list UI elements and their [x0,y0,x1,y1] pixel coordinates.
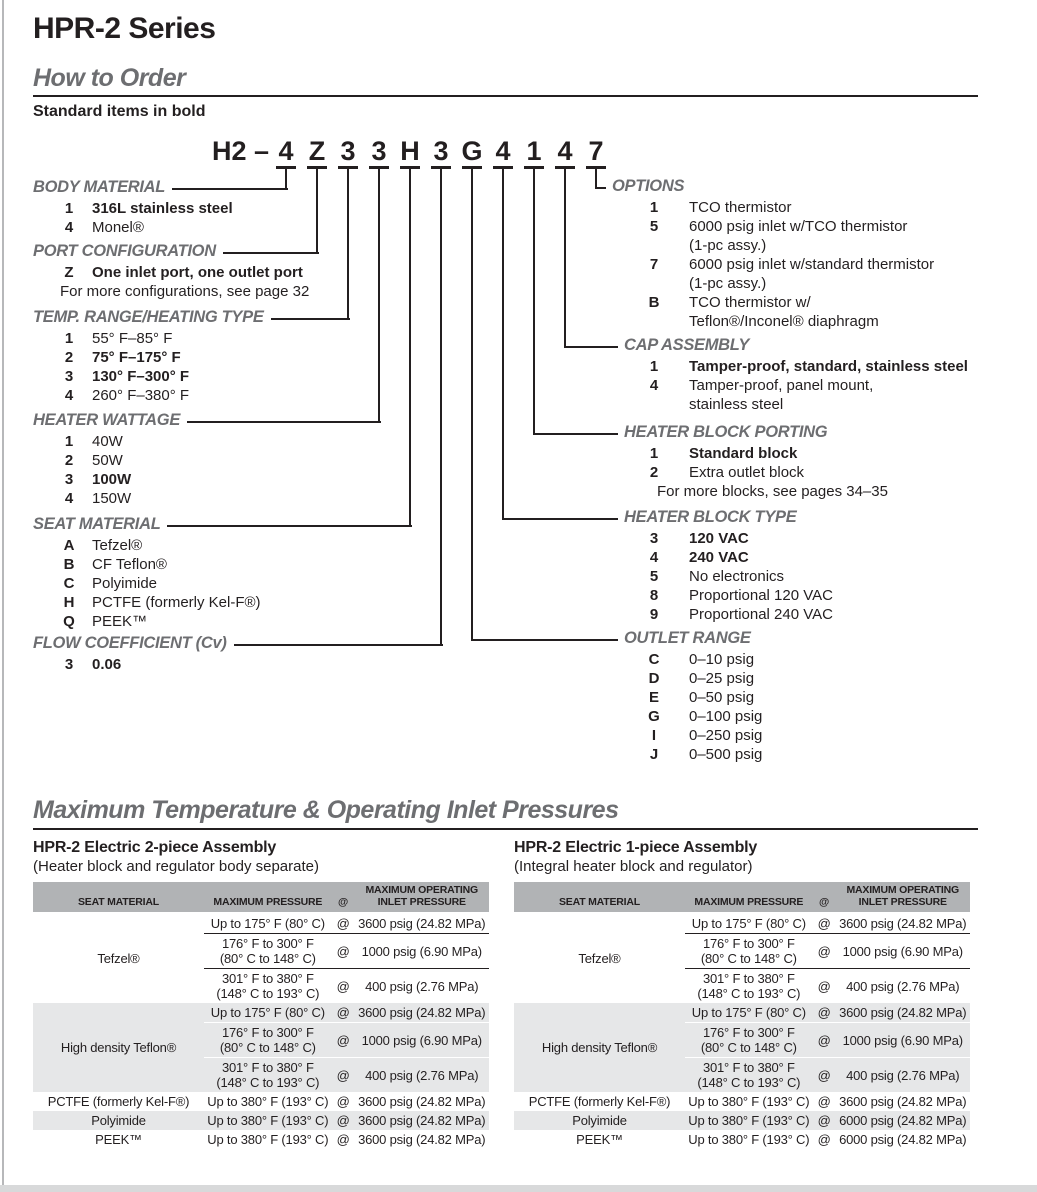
column-header: MAXIMUM PRESSURE [685,882,813,913]
pressure-table [514,882,970,1149]
table-row [514,1092,970,1111]
standard-items-note: Standard items in bold [33,103,206,120]
category-item-continued [645,236,934,255]
page-edge-left [2,0,4,1192]
item-code-spacer [645,312,663,331]
item-label: CF Teflon® [92,556,167,573]
item-code: H [63,594,75,611]
table-row [514,913,970,934]
category-title: OPTIONS [612,177,685,195]
connector-line [234,644,443,646]
item-code: Q [63,613,75,630]
category-item [645,376,968,395]
item-code-spacer [645,274,663,293]
item-code: 4 [649,549,659,566]
table-row [514,1003,970,1023]
category-item [645,669,762,688]
at-cell: @ [813,1023,836,1058]
table-row [33,1130,489,1149]
item-label: (1-pc assy.) [689,275,767,292]
connector-line [502,169,504,519]
temperature-cell: 176° F to 300° F (80° C to 148° C) [204,1023,332,1058]
item-code: 5 [649,568,659,585]
connector-line [533,169,535,434]
item-label: 0–10 psig [689,651,755,668]
category-items-flow-coefficient [60,655,121,674]
item-label: 55° F–85° F [92,330,173,347]
seat-material-cell: Tefzel® [97,951,140,966]
item-label: 100W [92,471,132,488]
item-code: 2 [64,349,74,366]
temperature-cell-line2: (148° C to 193° C) [216,986,320,1001]
column-header: MAXIMUM OPERATING INLET PRESSURE [835,882,970,913]
category-heading-temp-range [33,308,350,327]
item-code: J [649,746,659,763]
table-subtitle: (Integral heater block and regulator) [514,858,753,875]
connector-line [595,187,606,189]
category-item [60,263,309,282]
item-label: 40W [92,433,123,450]
at-cell: @ [332,913,355,934]
item-code: 7 [649,256,659,273]
category-item [60,470,131,489]
pressure-cell: 1000 psig (6.90 MPa) [835,1023,970,1058]
connector-line [409,169,411,526]
item-label: No electronics [689,568,785,585]
temperature-cell: Up to 175° F (80° C) [204,1003,332,1023]
item-code: 3 [649,530,659,547]
table-title: HPR-2 Electric 1-piece Assembly [514,839,758,856]
connector-line [172,188,288,190]
pressure-cell: 6000 psig (24.82 MPa) [835,1111,970,1130]
item-code: B [648,294,660,311]
connector-line [564,169,566,347]
item-label: PCTFE (formerly Kel-F®) [92,594,261,611]
pressure-cell: 400 psig (2.76 MPa) [354,1058,489,1093]
at-cell: @ [332,1003,355,1023]
connector-line [167,525,412,527]
item-label: 0–25 psig [689,670,755,687]
connector-line [533,433,618,435]
column-header: @ [813,882,836,913]
connector-line [502,518,618,520]
temperature-cell: Up to 175° F (80° C) [204,913,332,934]
pressure-cell: 400 psig (2.76 MPa) [846,978,960,994]
item-code: C [648,651,660,668]
connector-line [347,169,349,319]
category-title: PORT CONFIGURATION [33,242,216,260]
table-row [33,913,489,934]
pressure-cell: 1000 psig (6.90 MPa) [835,934,970,969]
item-label: Teflon®/Inconel® diaphragm [689,313,879,330]
item-label: 240 VAC [689,549,749,566]
item-code: 1 [64,433,74,450]
part-number-code: Z [308,136,326,166]
item-code: 2 [649,464,659,481]
temperature-cell: Up to 175° F (80° C) [685,913,813,934]
item-label: 260° F–380° F [92,387,190,404]
column-header: @ [332,882,355,913]
at-cell: @ [332,934,355,969]
item-code: 1 [649,358,659,375]
part-number-prefix: H2 – [212,136,270,166]
category-item [645,726,762,745]
item-label: Polyimide [92,575,158,592]
item-label: One inlet port, one outlet port [92,264,303,281]
part-number-code: G [461,136,483,166]
temperature-cell-line2: (148° C to 193° C) [697,1075,801,1090]
part-number-code: 4 [278,136,294,166]
column-header: SEAT MATERIAL [514,882,685,913]
temperature-cell: Up to 380° F (193° C) [207,1132,329,1147]
item-label: 0–100 psig [689,708,763,725]
item-code: 5 [649,218,659,235]
category-item [60,199,233,218]
category-item [60,574,261,593]
temperature-cell: 301° F to 380° F (148° C to 193° C) [204,969,332,1004]
table-subtitle: (Heater block and regulator body separate) [33,858,319,875]
part-number-code: 3 [340,136,356,166]
item-code: 1 [64,330,74,347]
part-number-code: 7 [588,136,604,166]
seat-material-cell: PCTFE (formerly Kel-F®) [528,1094,671,1109]
at-cell: @ [817,978,831,994]
category-item [645,548,833,567]
temperature-cell-line2: (148° C to 193° C) [216,1075,320,1090]
temperature-cell: Up to 380° F (193° C) [204,1111,332,1130]
temperature-cell: Up to 380° F (193° C) [688,1094,810,1109]
section-title-pressures: Maximum Temperature & Operating Inlet Pressures [33,796,619,824]
pressure-cell: 3600 psig (24.82 MPa) [835,1003,970,1023]
temperature-cell: Up to 380° F (193° C) [207,1094,329,1109]
item-label: 0–500 psig [689,746,763,763]
category-heading-heater-block-type [502,508,796,527]
category-items-cap-assembly [645,357,968,414]
category-item [60,612,261,631]
item-label: 0.06 [92,656,122,673]
item-code: I [651,727,657,744]
item-label: 6000 psig inlet w/TCO thermistor [689,218,908,235]
item-label: stainless steel [689,396,784,413]
item-code: 1 [649,445,659,462]
category-items-temp-range [60,329,189,405]
category-item [645,463,888,482]
connector-line [187,421,381,423]
temperature-cell-line2: (80° C to 148° C) [700,1040,797,1055]
table-row [514,1130,970,1149]
category-item [645,217,934,236]
section-title-how-to-order: How to Order [33,64,186,92]
connector-line [471,639,618,641]
at-cell: @ [813,1111,836,1130]
category-items-outlet-range [645,650,762,764]
item-code: D [648,670,660,687]
category-item [645,293,934,312]
at-cell: @ [813,1058,836,1093]
item-code: 1 [649,199,659,216]
pressure-cell: 6000 psig (24.82 MPa) [839,1132,967,1147]
category-items-body-material [60,199,233,237]
at-cell: @ [336,1132,350,1147]
item-label: TCO thermistor [689,199,792,216]
category-item [645,650,762,669]
item-label: 50W [92,452,123,469]
item-code: 3 [64,656,74,673]
item-code: 3 [64,471,74,488]
item-label: Standard block [689,445,798,462]
category-item [645,707,762,726]
temperature-cell: 176° F to 300° F (80° C to 148° C) [204,934,332,969]
temperature-cell: 176° F to 300° F (80° C to 148° C) [685,1023,813,1058]
column-header: MAXIMUM OPERATING INLET PRESSURE [354,882,489,913]
item-label: Proportional 120 VAC [689,587,833,604]
temperature-cell: Up to 380° F (193° C) [685,1111,813,1130]
connector-line [564,346,618,348]
seat-material-cell: PCTFE (formerly Kel-F®) [47,1094,190,1109]
part-number-code: 1 [526,136,542,166]
category-title: FLOW COEFFICIENT (Cv) [33,634,227,652]
temperature-cell: 301° F to 380° F (148° C to 193° C) [685,1058,813,1093]
item-label: (1-pc assy.) [689,237,767,254]
category-title: SEAT MATERIAL [33,515,161,533]
category-item [645,444,888,463]
at-cell: @ [332,1058,355,1093]
category-heading-outlet-range [471,629,751,648]
part-number-code: 3 [371,136,387,166]
item-code: 4 [649,377,659,394]
table-row [33,1092,489,1111]
connector-line [378,169,380,422]
at-cell: @ [332,1023,355,1058]
page-edge-bottom [0,1185,1037,1192]
connector-line [271,318,350,320]
seat-material-cell: High density Teflon® [514,1003,685,1092]
category-item [60,451,131,470]
category-item [60,218,233,237]
category-heading-cap-assembly [564,336,749,355]
at-cell: @ [332,1111,355,1130]
seat-material-cell: PEEK™ [576,1132,623,1147]
part-number-code: 4 [495,136,511,166]
pressure-cell: 3600 psig (24.82 MPa) [835,913,970,934]
item-label: 75° F–175° F [92,349,181,366]
category-heading-heater-wattage [33,411,381,430]
pressure-cell: 3600 psig (24.82 MPa) [358,1094,486,1109]
pressure-cell: 3600 psig (24.82 MPa) [354,913,489,934]
item-label: Tefzel® [92,537,143,554]
seat-material-cell: Tefzel® [578,951,621,966]
category-item [60,489,131,508]
category-item [60,329,189,348]
item-label: Tamper-proof, panel mount, [689,377,874,394]
item-label: 6000 psig inlet w/standard thermistor [689,256,935,273]
category-heading-options [595,177,684,196]
pressure-cell: 400 psig (2.76 MPa) [835,1058,970,1093]
category-item [645,745,762,764]
category-heading-flow-coefficient [33,634,443,653]
item-label: Monel® [92,219,144,236]
category-item [60,555,261,574]
temperature-cell: 301° F to 380° F (148° C to 193° C) [204,1058,332,1093]
pressure-table [33,882,489,1149]
item-code: Z [64,264,74,281]
at-cell: @ [817,1094,831,1109]
item-code: G [648,708,660,725]
category-item [645,529,833,548]
part-number-code: 4 [557,136,573,166]
item-label: 316L stainless steel [92,200,233,217]
temperature-cell-line2: (80° C to 148° C) [219,1040,316,1055]
table-row [33,1111,489,1130]
item-label: PEEK™ [92,613,148,630]
temperature-cell: 301° F to 380° F (148° C to 193° C) [685,969,813,1004]
at-cell: @ [336,1094,350,1109]
category-heading-seat-material [33,515,412,534]
category-title: TEMP. RANGE/HEATING TYPE [33,308,264,326]
category-item-continued [645,395,968,414]
item-code-spacer [645,395,663,414]
seat-material-cell: High density Teflon® [33,1003,204,1092]
item-code: 4 [64,219,74,236]
category-item [645,255,934,274]
category-footnote: For more blocks, see pages 34–35 [657,483,888,500]
seat-material-cell: PEEK™ [95,1132,142,1147]
category-item [645,586,833,605]
category-item-continued [645,274,934,293]
at-cell: @ [813,1003,836,1023]
category-item [60,386,189,405]
category-title: OUTLET RANGE [624,629,751,647]
item-code: 2 [64,452,74,469]
category-heading-port-configuration [33,242,319,261]
part-number-code: 3 [433,136,449,166]
temperature-cell-line2: (148° C to 193° C) [697,986,801,1001]
seat-material-cell: Polyimide [33,1111,204,1130]
pressure-cell: 3600 psig (24.82 MPa) [358,1132,486,1147]
item-code: E [648,689,659,706]
item-code: B [63,556,75,573]
pressure-table-1-piece [514,839,970,1149]
category-item [645,357,968,376]
category-item [645,688,762,707]
item-code: 9 [649,606,659,623]
column-header: SEAT MATERIAL [33,882,204,913]
item-label: 130° F–300° F [92,368,190,385]
item-label: 0–50 psig [689,689,755,706]
category-item [60,367,189,386]
category-items-options [645,198,934,331]
item-code: A [63,537,75,554]
item-label: 0–250 psig [689,727,763,744]
table-row [514,1111,970,1130]
column-header: MAXIMUM PRESSURE [204,882,332,913]
table-title: HPR-2 Electric 2-piece Assembly [33,839,277,856]
seat-material-cell: Polyimide [514,1111,685,1130]
category-item-continued [645,312,934,331]
item-code: C [63,575,75,592]
page-title: HPR-2 Series [33,12,216,45]
at-cell: @ [813,913,836,934]
connector-line [223,252,319,254]
pressure-cell: 3600 psig (24.82 MPa) [354,1111,489,1130]
item-label: 150W [92,490,132,507]
at-cell: @ [813,934,836,969]
item-code: 1 [64,200,74,217]
temperature-cell: Up to 175° F (80° C) [685,1003,813,1023]
connector-line [471,169,473,640]
table-row [33,1003,489,1023]
connector-line [316,169,318,253]
category-item [60,536,261,555]
at-cell: @ [336,978,350,994]
item-code: 4 [64,387,74,404]
category-items-seat-material [60,536,261,631]
item-label: Proportional 240 VAC [689,606,833,623]
item-code-spacer [645,236,663,255]
item-label: Tamper-proof, standard, stainless steel [689,358,968,375]
category-item [60,432,131,451]
category-title: CAP ASSEMBLY [624,336,750,354]
category-footnote: For more configurations, see page 32 [60,283,310,300]
item-label: TCO thermistor w/ [689,294,811,311]
category-heading-body-material [33,178,288,197]
pressure-cell: 1000 psig (6.90 MPa) [354,934,489,969]
category-heading-heater-block-porting [533,423,827,442]
category-item [60,348,189,367]
section-rule [33,828,978,830]
category-title: HEATER WATTAGE [33,411,181,429]
item-label: 120 VAC [689,530,749,547]
item-code: 8 [649,587,659,604]
category-item [645,605,833,624]
category-items-port-configuration [60,263,309,301]
temperature-cell: Up to 380° F (193° C) [688,1132,810,1147]
item-label: Extra outlet block [689,464,805,481]
pressure-cell: 1000 psig (6.90 MPa) [354,1023,489,1058]
pressure-cell: 3600 psig (24.82 MPa) [839,1094,967,1109]
category-items-heater-block-type [645,529,833,624]
at-cell: @ [817,1132,831,1147]
item-code: 4 [64,490,74,507]
category-item [645,567,833,586]
category-item [645,198,934,217]
pressure-table-2-piece [33,839,489,1149]
category-item [60,593,261,612]
temperature-cell-line2: (80° C to 148° C) [700,951,797,966]
temperature-cell: 176° F to 300° F (80° C to 148° C) [685,934,813,969]
category-item [60,655,121,674]
temperature-cell-line2: (80° C to 148° C) [219,951,316,966]
section-rule [33,95,978,97]
pressure-cell: 400 psig (2.76 MPa) [365,978,479,994]
category-title: BODY MATERIAL [33,178,166,196]
part-number-code: H [400,136,420,166]
item-code: 3 [64,368,74,385]
connector-line [440,169,442,645]
category-items-heater-block-porting [645,444,888,501]
pressure-cell: 3600 psig (24.82 MPa) [354,1003,489,1023]
category-items-heater-wattage [60,432,131,508]
category-title: HEATER BLOCK PORTING [624,423,828,441]
category-title: HEATER BLOCK TYPE [624,508,797,526]
